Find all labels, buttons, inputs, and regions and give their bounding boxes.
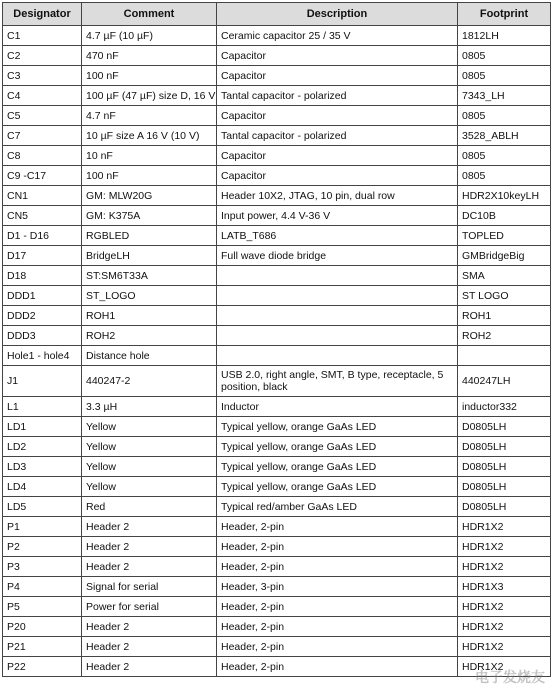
table-row <box>3 477 551 497</box>
designator-cell: P20 <box>3 617 82 637</box>
description-cell: Header, 2-pin <box>217 657 458 677</box>
designator-cell: DDD2 <box>3 306 82 326</box>
footprint-cell: ROH1 <box>458 306 551 326</box>
table-row <box>3 577 551 597</box>
table-row <box>3 266 551 286</box>
footprint-cell: HDR1X2 <box>458 657 551 677</box>
table-row <box>3 126 551 146</box>
table-row <box>3 106 551 126</box>
table-row <box>3 497 551 517</box>
watermark: 电子发烧友 <box>475 670 545 686</box>
comment-cell: 440247-2 <box>82 366 217 397</box>
description-cell: LATB_T686 <box>217 226 458 246</box>
description-cell: Typical yellow, orange GaAs LED <box>217 477 458 497</box>
description-cell: Typical red/amber GaAs LED <box>217 497 458 517</box>
table-row <box>3 366 551 397</box>
designator-cell: C8 <box>3 146 82 166</box>
footprint-cell: 1812LH <box>458 26 551 46</box>
table-row <box>3 397 551 417</box>
description-cell: Capacitor <box>217 166 458 186</box>
description-cell: Ceramic capacitor 25 / 35 V <box>217 26 458 46</box>
comment-cell: Header 2 <box>82 517 217 537</box>
comment-cell: 100 µF (47 µF) size D, 16 V <box>82 86 217 106</box>
description-cell: Typical yellow, orange GaAs LED <box>217 437 458 457</box>
comment-cell: RGBLED <box>82 226 217 246</box>
comment-cell: 4.7 nF <box>82 106 217 126</box>
footprint-cell: HDR1X2 <box>458 517 551 537</box>
designator-cell: C5 <box>3 106 82 126</box>
table-row <box>3 537 551 557</box>
table-row <box>3 417 551 437</box>
table-row <box>3 26 551 46</box>
comment-cell: 100 nF <box>82 66 217 86</box>
designator-cell: C4 <box>3 86 82 106</box>
footprint-cell: inductor332 <box>458 397 551 417</box>
table-row <box>3 206 551 226</box>
comment-cell: Yellow <box>82 417 217 437</box>
designator-cell: P22 <box>3 657 82 677</box>
comment-cell: Red <box>82 497 217 517</box>
comment-cell: Yellow <box>82 437 217 457</box>
description-cell: Header, 2-pin <box>217 637 458 657</box>
description-cell: Header, 2-pin <box>217 597 458 617</box>
designator-cell: P2 <box>3 537 82 557</box>
table-row <box>3 437 551 457</box>
comment-cell: Signal for serial <box>82 577 217 597</box>
table-row <box>3 286 551 306</box>
designator-cell: CN5 <box>3 206 82 226</box>
footprint-cell: 7343_LH <box>458 86 551 106</box>
description-cell <box>217 266 458 286</box>
footprint-cell: D0805LH <box>458 477 551 497</box>
designator-cell: C9 -C17 <box>3 166 82 186</box>
description-cell: Tantal capacitor - polarized <box>217 86 458 106</box>
footprint-cell: TOPLED <box>458 226 551 246</box>
designator-cell: C7 <box>3 126 82 146</box>
footprint-cell: ST LOGO <box>458 286 551 306</box>
footprint-cell: GMBridgeBig <box>458 246 551 266</box>
comment-cell: Header 2 <box>82 637 217 657</box>
description-cell <box>217 346 458 366</box>
description-cell: Capacitor <box>217 106 458 126</box>
footprint-cell: HDR1X2 <box>458 557 551 577</box>
designator-cell: D18 <box>3 266 82 286</box>
description-cell: Header, 3-pin <box>217 577 458 597</box>
designator-cell: J1 <box>3 366 82 397</box>
footprint-cell: HDR1X2 <box>458 637 551 657</box>
comment-cell: Power for serial <box>82 597 217 617</box>
table-body <box>3 26 551 677</box>
description-cell: Typical yellow, orange GaAs LED <box>217 457 458 477</box>
footprint-cell: 3528_ABLH <box>458 126 551 146</box>
table-row <box>3 517 551 537</box>
description-cell: Full wave diode bridge <box>217 246 458 266</box>
footprint-cell: 0805 <box>458 46 551 66</box>
designator-cell: C3 <box>3 66 82 86</box>
footprint-cell: ROH2 <box>458 326 551 346</box>
table-row <box>3 617 551 637</box>
table-row <box>3 46 551 66</box>
comment-cell: 100 nF <box>82 166 217 186</box>
comment-cell: ROH1 <box>82 306 217 326</box>
comment-cell: Header 2 <box>82 557 217 577</box>
description-cell: Inductor <box>217 397 458 417</box>
description-cell: Typical yellow, orange GaAs LED <box>217 417 458 437</box>
description-cell: USB 2.0, right angle, SMT, B type, receptacle, 5 position, black <box>217 366 458 397</box>
comment-cell: Yellow <box>82 457 217 477</box>
table-row <box>3 557 551 577</box>
designator-cell: DDD3 <box>3 326 82 346</box>
header-footprint: Footprint <box>458 3 551 26</box>
footprint-cell: HDR1X3 <box>458 577 551 597</box>
description-cell: Header, 2-pin <box>217 537 458 557</box>
comment-cell: BridgeLH <box>82 246 217 266</box>
table-row <box>3 657 551 677</box>
description-cell: Header 10X2, JTAG, 10 pin, dual row <box>217 186 458 206</box>
footprint-cell: DC10B <box>458 206 551 226</box>
table-row <box>3 166 551 186</box>
footprint-cell <box>458 346 551 366</box>
designator-cell: C2 <box>3 46 82 66</box>
designator-cell: LD4 <box>3 477 82 497</box>
designator-cell: LD3 <box>3 457 82 477</box>
footprint-cell: 0805 <box>458 106 551 126</box>
table-row <box>3 346 551 366</box>
designator-cell: L1 <box>3 397 82 417</box>
table-row <box>3 186 551 206</box>
comment-cell: Header 2 <box>82 537 217 557</box>
footprint-cell: HDR1X2 <box>458 597 551 617</box>
comment-cell: 4.7 µF (10 µF) <box>82 26 217 46</box>
comment-cell: 10 µF size A 16 V (10 V) <box>82 126 217 146</box>
footprint-cell: 0805 <box>458 66 551 86</box>
footprint-cell: HDR1X2 <box>458 537 551 557</box>
header-designator: Designator <box>3 3 82 26</box>
comment-cell: 10 nF <box>82 146 217 166</box>
description-cell: Capacitor <box>217 66 458 86</box>
comment-cell: GM: MLW20G <box>82 186 217 206</box>
designator-cell: P5 <box>3 597 82 617</box>
comment-cell: ROH2 <box>82 326 217 346</box>
comment-cell: Header 2 <box>82 617 217 637</box>
table-row <box>3 457 551 477</box>
designator-cell: CN1 <box>3 186 82 206</box>
footprint-cell: SMA <box>458 266 551 286</box>
table-row <box>3 637 551 657</box>
description-cell <box>217 286 458 306</box>
table-header-row <box>3 3 551 26</box>
table-row <box>3 306 551 326</box>
designator-cell: D17 <box>3 246 82 266</box>
description-cell: Capacitor <box>217 146 458 166</box>
description-cell: Tantal capacitor - polarized <box>217 126 458 146</box>
designator-cell: Hole1 - hole4 <box>3 346 82 366</box>
comment-cell: ST_LOGO <box>82 286 217 306</box>
footprint-cell: D0805LH <box>458 417 551 437</box>
table-row <box>3 246 551 266</box>
designator-cell: LD2 <box>3 437 82 457</box>
description-cell <box>217 326 458 346</box>
designator-cell: P3 <box>3 557 82 577</box>
footprint-cell: HDR2X10keyLH <box>458 186 551 206</box>
designator-cell: P21 <box>3 637 82 657</box>
footprint-cell: D0805LH <box>458 497 551 517</box>
table-row <box>3 597 551 617</box>
comment-cell: 3.3 µH <box>82 397 217 417</box>
comment-cell: 470 nF <box>82 46 217 66</box>
footprint-cell: 0805 <box>458 146 551 166</box>
designator-cell: D1 - D16 <box>3 226 82 246</box>
designator-cell: P4 <box>3 577 82 597</box>
footprint-cell: D0805LH <box>458 437 551 457</box>
header-description: Description <box>217 3 458 26</box>
table-row <box>3 66 551 86</box>
designator-cell: DDD1 <box>3 286 82 306</box>
designator-cell: LD5 <box>3 497 82 517</box>
table-row <box>3 226 551 246</box>
bill-of-materials-table <box>2 2 551 677</box>
description-cell <box>217 306 458 326</box>
description-cell: Input power, 4.4 V-36 V <box>217 206 458 226</box>
designator-cell: LD1 <box>3 417 82 437</box>
description-cell: Header, 2-pin <box>217 617 458 637</box>
description-cell: Header, 2-pin <box>217 557 458 577</box>
comment-cell: Distance hole <box>82 346 217 366</box>
description-cell: Header, 2-pin <box>217 517 458 537</box>
footprint-cell: D0805LH <box>458 457 551 477</box>
table-row <box>3 326 551 346</box>
footprint-cell: 0805 <box>458 166 551 186</box>
comment-cell: ST:SM6T33A <box>82 266 217 286</box>
table-row <box>3 86 551 106</box>
footprint-cell: HDR1X2 <box>458 617 551 637</box>
comment-cell: Header 2 <box>82 657 217 677</box>
comment-cell: GM: K375A <box>82 206 217 226</box>
header-comment: Comment <box>82 3 217 26</box>
footprint-cell: 440247LH <box>458 366 551 397</box>
table-row <box>3 146 551 166</box>
designator-cell: P1 <box>3 517 82 537</box>
description-cell: Capacitor <box>217 46 458 66</box>
comment-cell: Yellow <box>82 477 217 497</box>
designator-cell: C1 <box>3 26 82 46</box>
